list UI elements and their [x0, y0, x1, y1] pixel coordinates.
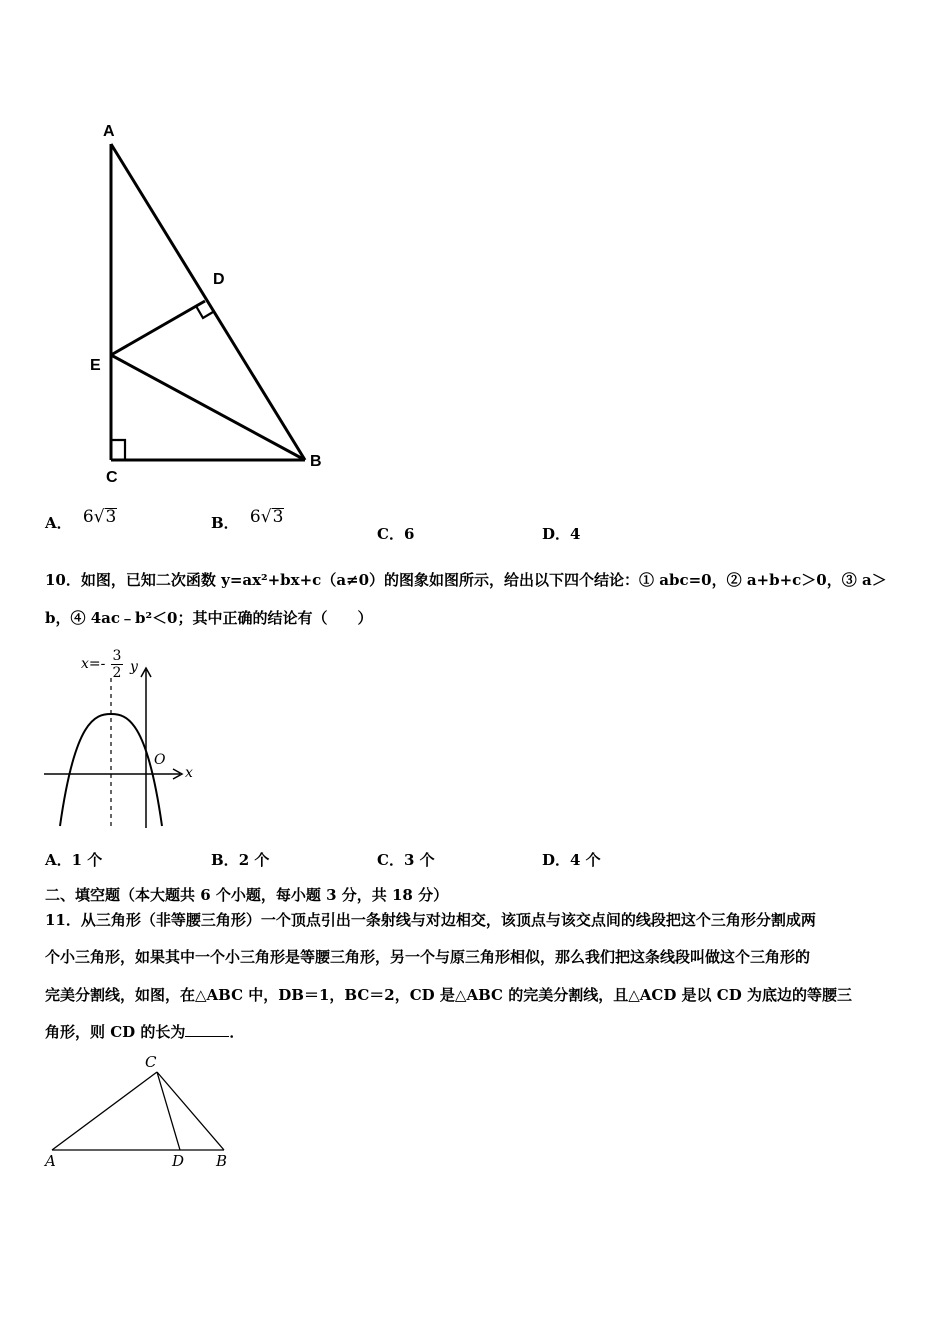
triangle-figure [80, 115, 340, 495]
point-label-A-small: A [45, 1152, 56, 1170]
q10-option-d: D．4 个 [542, 851, 601, 869]
axis-of-symmetry-label: x=- [81, 656, 106, 672]
q9-option-a [45, 507, 117, 533]
option-value-sqrt: 6√3 [82, 507, 117, 527]
answer-blank[interactable] [185, 1022, 229, 1037]
option-letter: B． [211, 514, 239, 532]
fraction [111, 648, 123, 681]
point-label-B-small: B [216, 1152, 228, 1170]
q9-option-c: C．6 [377, 525, 415, 543]
point-label-E: E [90, 357, 101, 374]
q9-option-b [211, 507, 284, 533]
option-letter: A． [45, 514, 72, 532]
y-axis-label: y [130, 659, 138, 675]
option-value-sqrt: 6√3 [249, 507, 284, 527]
point-label-D: D [213, 271, 225, 288]
q11-line-1: 11．从三角形（非等腰三角形）一个顶点引出一条射线与对边相交，该顶点与该交点间的线段把这个三角形分割成两 [45, 911, 816, 929]
origin-label: O [154, 752, 166, 768]
q10-option-b: B．2 个 [211, 851, 270, 869]
q10-line-1: 10．如图，已知二次函数 y=ax²+bx+c（a≠0）的图象如图所示，给出以下四个结论：① abc=0，② a+b+c＞0，③ a＞ [45, 571, 887, 589]
segment-AC [52, 1072, 157, 1150]
q11-line-4: 角形，则 CD 的长为 ． [45, 1023, 245, 1041]
q10-line-2: b，④ 4ac﹣b²＜0；其中正确的结论有（ ） [45, 609, 373, 627]
q11-line-3: 完美分割线，如图，在△ABC 中，DB＝1，BC＝2，CD 是△ABC 的完美分割线，且△ACD 是以 CD 为底边的等腰三 [45, 986, 852, 1004]
segment-ED [111, 301, 205, 355]
point-label-A: A [103, 123, 115, 140]
triangle-acd-figure [40, 1055, 240, 1175]
fraction-numerator: 3 [112, 648, 122, 664]
q11-line-4-text: 角形，则 CD 的长为 [45, 1023, 186, 1041]
segment-CB [157, 1072, 224, 1150]
q11-line-2: 个小三角形，如果其中一个小三角形是等腰三角形，另一个与原三角形相似，那么我们把这条线段叫做这个三角形的 [45, 948, 811, 966]
right-angle-mark-C [111, 440, 125, 460]
point-label-C: C [106, 469, 118, 486]
q10-option-a: A．1 个 [45, 851, 103, 869]
q10-option-c: C．3 个 [377, 851, 435, 869]
point-label-D-small: D [172, 1152, 185, 1170]
point-label-C-small: C [145, 1053, 157, 1071]
section-heading: 二、填空题（本大题共 6 个小题，每小题 3 分，共 18 分） [45, 886, 449, 904]
q9-option-d: D．4 [542, 525, 581, 543]
x-axis-label: x [185, 765, 193, 781]
point-label-B: B [310, 453, 322, 470]
segment-AB [111, 144, 305, 460]
segment-CD [157, 1072, 180, 1150]
segment-EB [111, 355, 305, 460]
fraction-denominator: 2 [112, 665, 122, 681]
